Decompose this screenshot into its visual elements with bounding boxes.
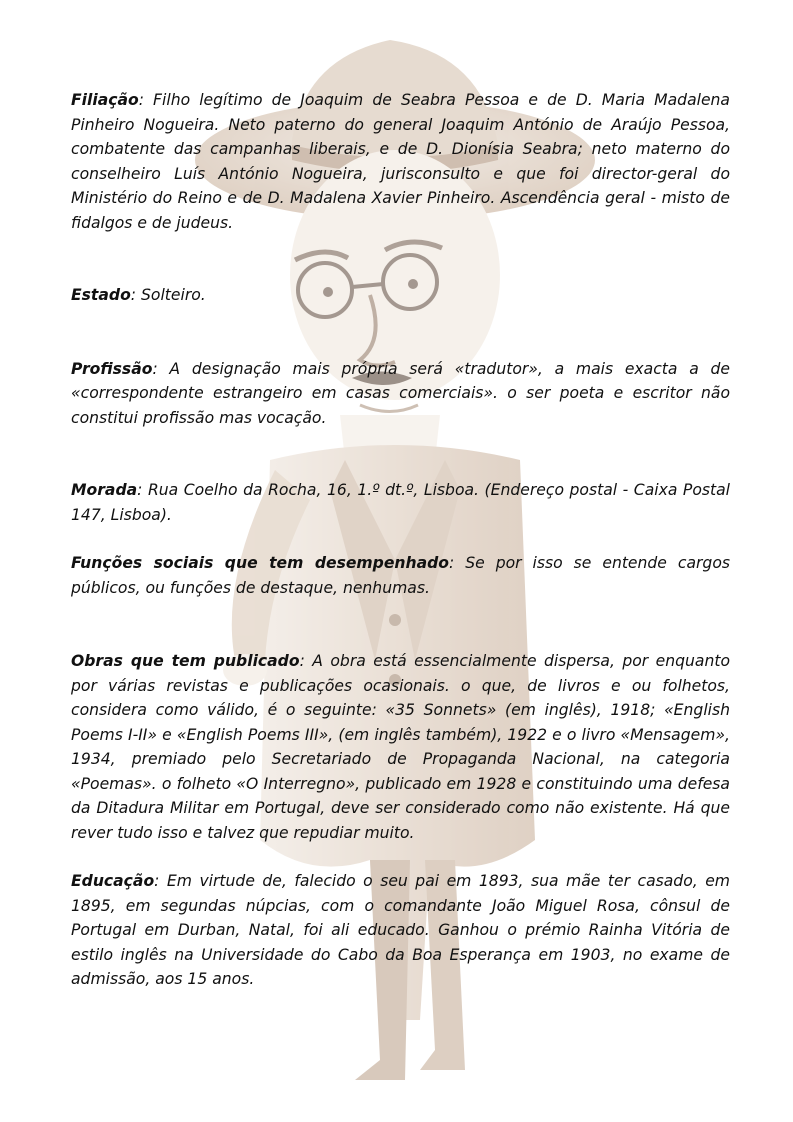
entry-text: : Filho legítimo de Joaquim de Seabra Pessoa e de D. Maria Madalena Pinheiro Nogueira. Neto paterno do general Joaquim António de Araújo Pessoa, combatente das campanhas liberais, e de D. Dionísia Seabra; neto materno do conselheiro Luís António Nogueira, jurisconsulto e que foi director-geral do Ministério do Reino e de D. Madalena Xavier Pinheiro. Ascendência geral - misto de fidalgos e de judeus. [71, 91, 730, 232]
entry-educacao [71, 869, 730, 992]
document-body [71, 88, 730, 992]
entry-text: : Solteiro. [130, 286, 206, 304]
entry-text: : A designação mais própria será «tradutor», a mais exacta a de «correspondente estrangeiro em casas comerciais». o ser poeta e escritor não constitui profissão mas vocação. [71, 359, 730, 427]
entry-label: Morada [71, 481, 138, 499]
entry-funcoes-sociais [71, 551, 730, 600]
entry-text: : Se por isso se entende cargos públicos, ou funções de destaque, nenhumas. [71, 554, 730, 597]
entry-text: : Em virtude de, falecido o seu pai em 1893, sua mãe ter casado, em 1895, em segundas núpcias, com o comandante João Miguel Rosa, cônsul de Portugal em Durban, Natal, foi ali educado. Ganhou o prémio Rainha Vitória de estilo inglês na Universidade do Cabo da Boa Esperança em 1903, no exame de admissão, aos 15 anos. [71, 872, 730, 988]
entry-label: Estado [71, 286, 131, 304]
entry-label: Obras que tem publicado [71, 652, 300, 670]
entry-filiacao [71, 88, 730, 235]
entry-label: Profissão [71, 359, 153, 378]
entry-morada [71, 478, 730, 527]
entry-label: Funções sociais que tem desempenhado [71, 554, 450, 572]
entry-text: : Rua Coelho da Rocha, 16, 1.º dt.º, Lisboa. (Endereço postal - Caixa Postal 147, Lisboa). [71, 481, 730, 524]
entry-label: Filiação [71, 91, 139, 109]
entry-profissao [71, 357, 730, 431]
entry-text: : A obra está essencialmente dispersa, por enquanto por várias revistas e publicações ocasionais. o que, de livros e ou folhetos, considera como válido, é o seguinte: «35 Sonnets» (em inglês), 1918; «English Poems I-II» e «English Poems III», (em inglês também), 1922 e o livro «Mensagem», 1934, premiado pelo Secretariado de Propaganda Nacional, na categoria «Poemas». o folheto «O Interregno», publicado em 1928 e constituindo uma defesa da Ditadura Militar em Portugal, deve ser considerado como não existente. Há que rever tudo isso e talvez que repudiar muito. [71, 652, 731, 842]
entry-label: Educação [71, 872, 155, 890]
entry-estado [71, 283, 730, 308]
entry-obras-publicadas [71, 649, 730, 845]
